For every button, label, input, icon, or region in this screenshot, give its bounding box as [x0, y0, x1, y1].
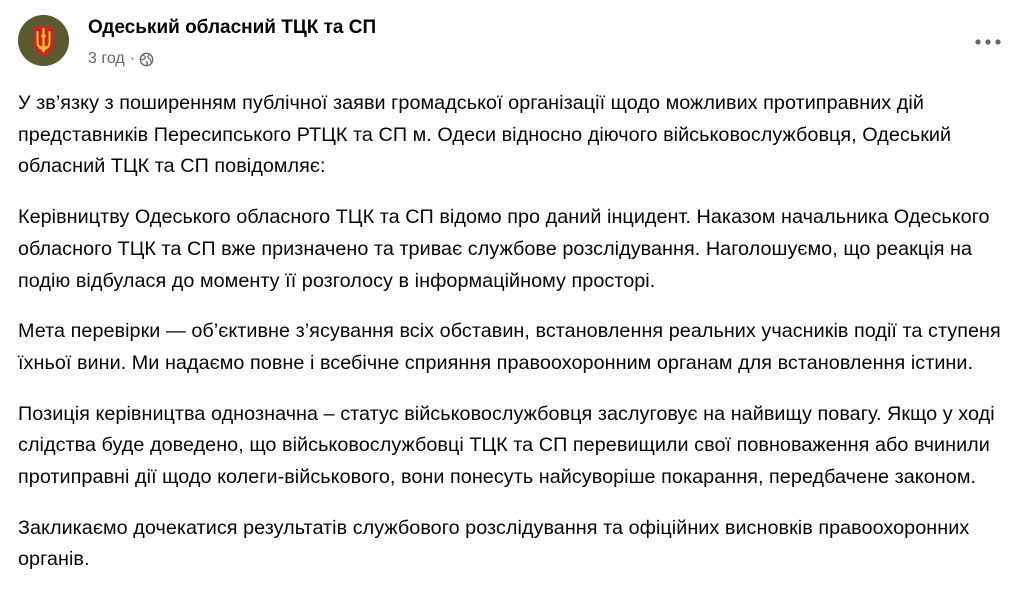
page-avatar[interactable]: [18, 15, 69, 66]
post-paragraph: Позиція керівництва однозначна – статус військовослужбовця заслуговує на найвищу повагу. Якщо у ході слідства буде доведено, що військовослужбовці ТЦК та СП перевищили свої повноваження або вчинили протиправні дії щодо колеги-військового, вони понесуть найсуворіше покарання, передбачене законом.: [18, 402, 995, 489]
trident-emblem-icon: [18, 15, 69, 66]
post-paragraph: У зв’язку з поширенням публічної заяви громадської організації щодо можливих протиправних дій представників Пересипського РТЦК та СП м. Одеси відносно діючого військовослужбовця, Одеський обласний ТЦК та СП повідомляє:: [18, 92, 952, 178]
post-paragraph: Керівництву Одеського обласного ТЦК та СП відомо про даний інцидент. Наказом начальника Одеського обласного ТЦК та СП вже призначено та триває службове розслідування. Наголошуємо, що реакція на подію відбулася до моменту її розголосу в інформаційному просторі.: [18, 206, 990, 292]
meta-separator: ·: [129, 50, 136, 67]
post-meta: [88, 49, 154, 69]
more-dots-icon: [975, 39, 1001, 45]
globe-icon[interactable]: [139, 52, 154, 67]
post-text: [18, 88, 1003, 595]
more-options-button[interactable]: [968, 28, 1008, 56]
post-header: [0, 0, 1024, 80]
post-paragraph: Закликаємо дочекатися результатів службового розслідування та офіційних висновків правоохоронних органів.: [18, 516, 970, 571]
post-paragraph: Мета перевірки — об’єктивне з’ясування всіх обставин, встановлення реальних учасників події та ступеня їхньої вини. Ми надаємо повне і всебічне сприяння правоохоронним органам для встановлення істини.: [18, 320, 1001, 374]
page-name-link[interactable]: Одеський обласний ТЦК та СП: [88, 17, 377, 38]
post-timestamp[interactable]: 3 год: [88, 50, 125, 67]
